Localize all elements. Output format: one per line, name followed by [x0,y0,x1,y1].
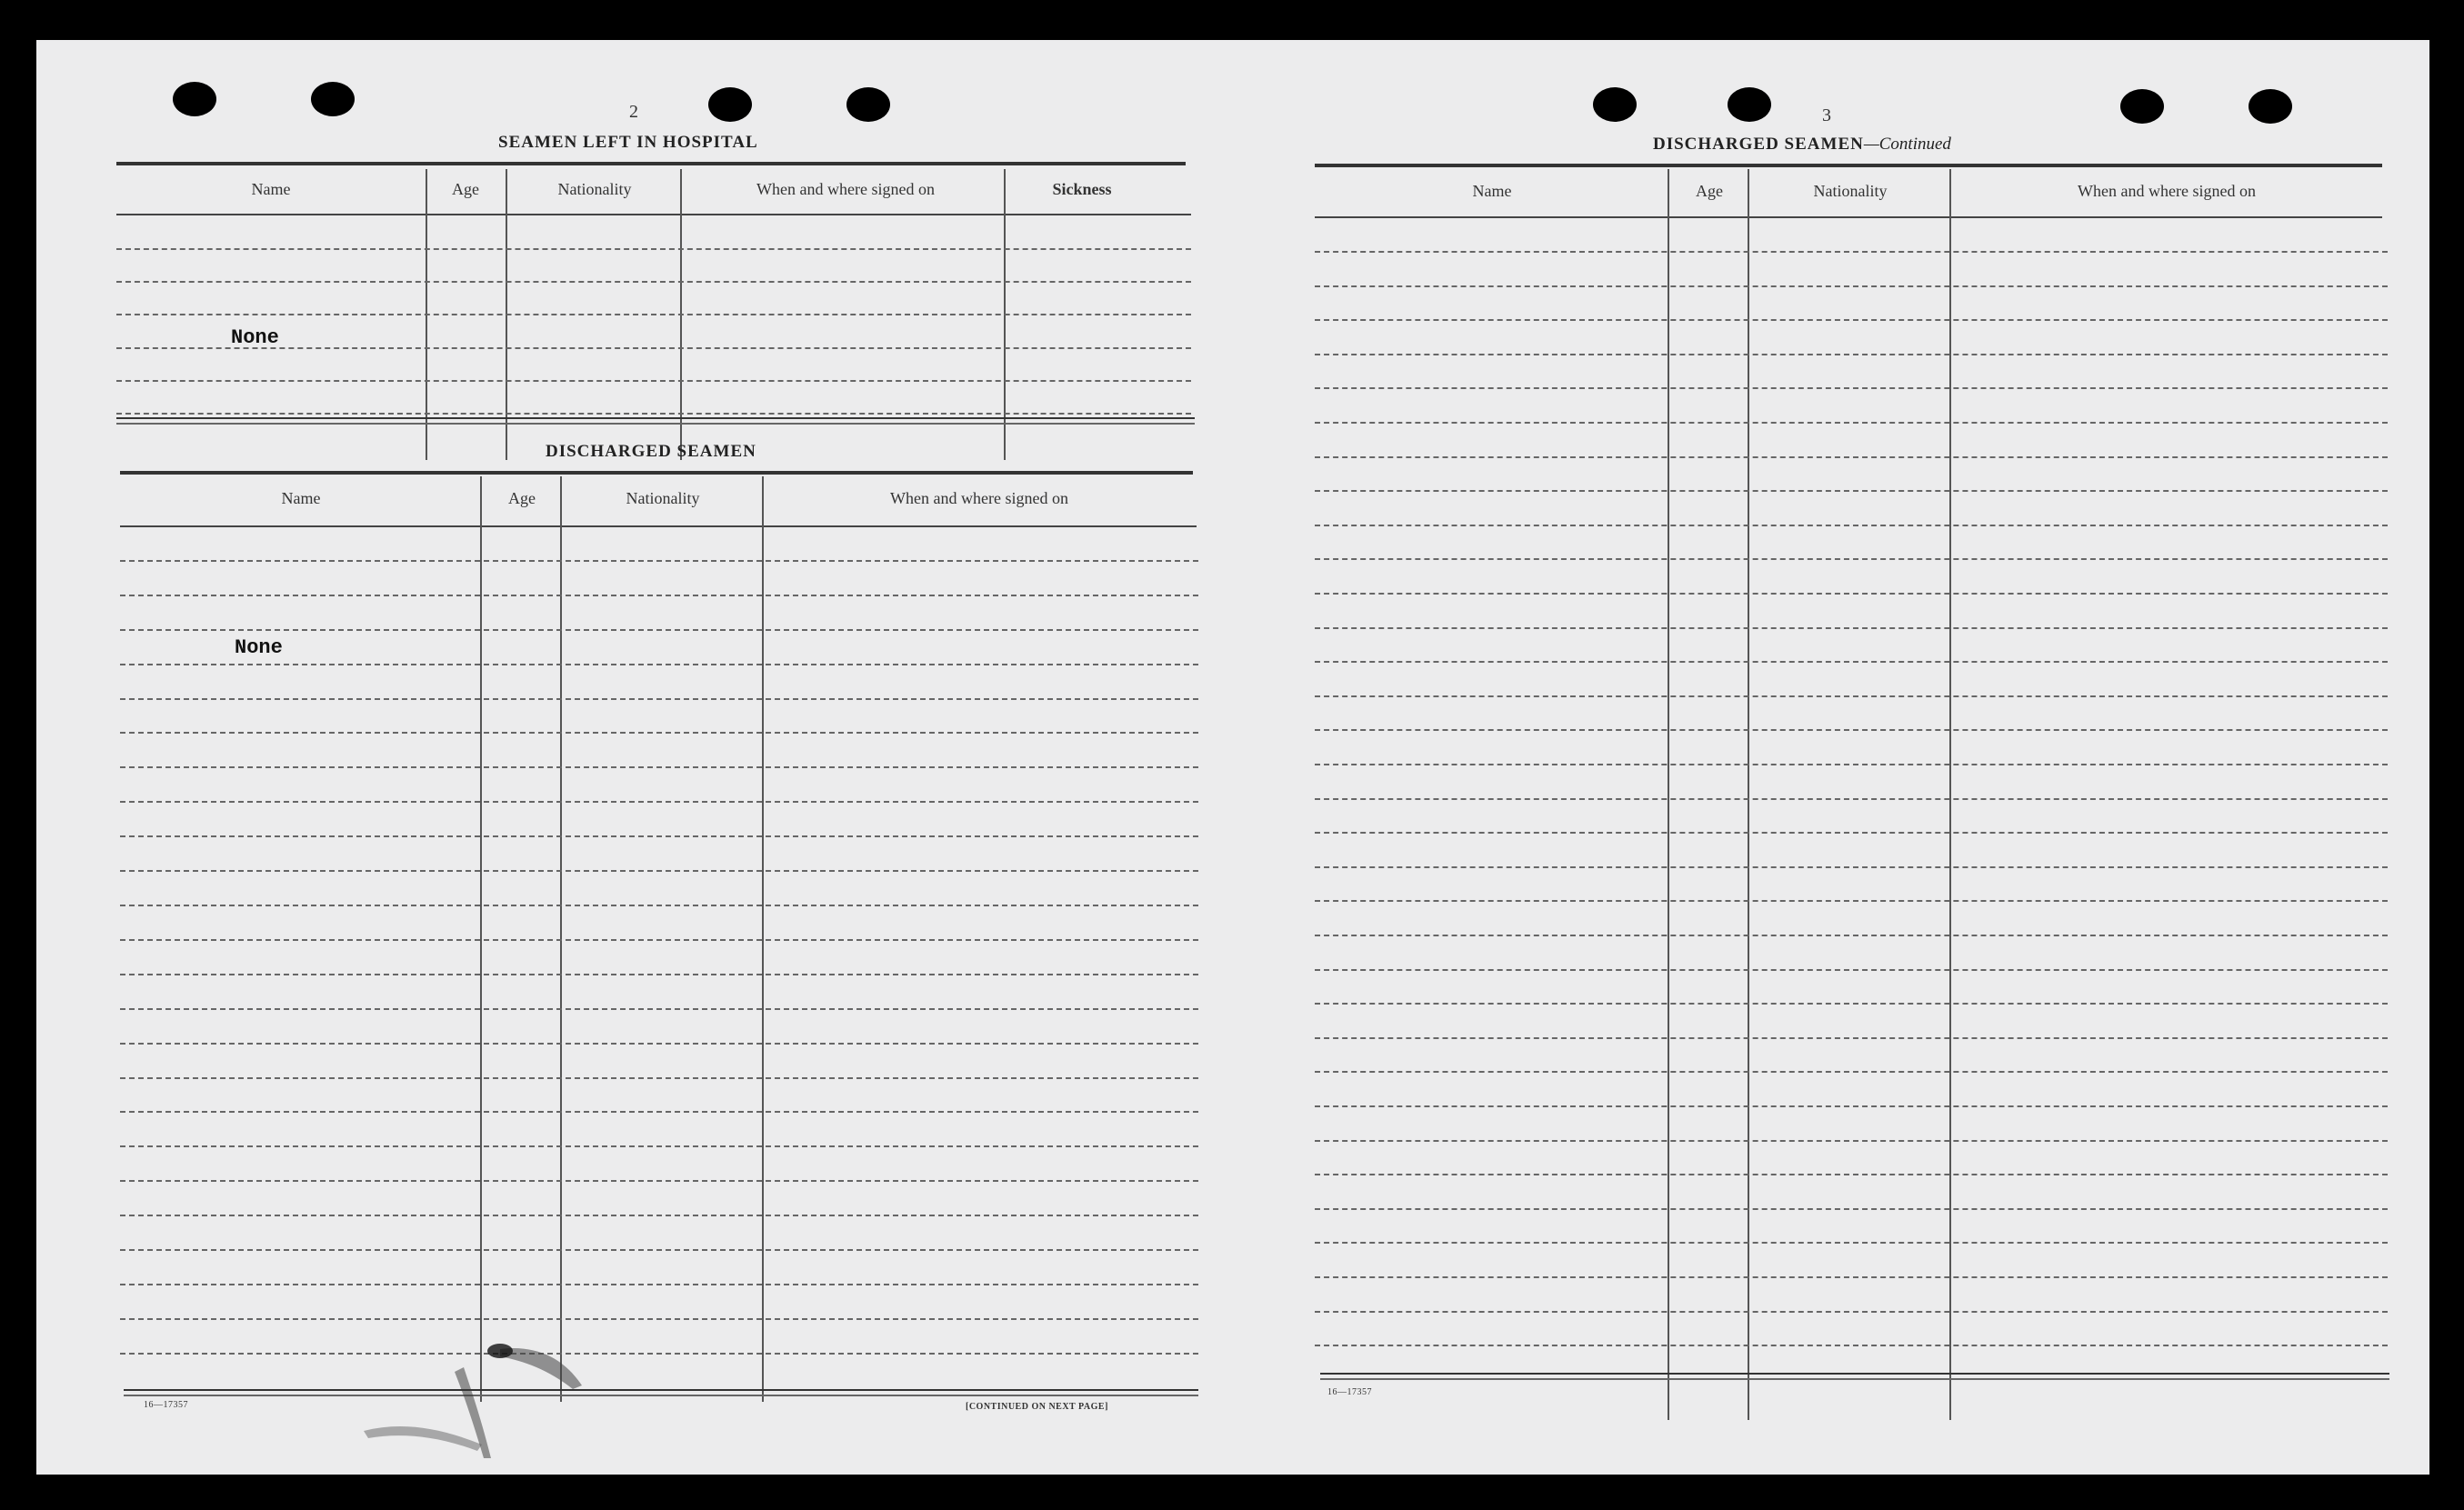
section-bottom-rule [116,417,1195,419]
ruled-line [1315,525,2388,526]
ruled-line [120,1077,1198,1079]
ruled-line [120,1043,1198,1045]
ruled-line [1315,354,2388,355]
section-bottom-rule [1320,1373,2389,1375]
ruled-line [1315,1037,2388,1039]
ruled-line [1315,558,2388,560]
col-header-name: Name [281,489,321,507]
right-title-main: DISCHARGED SEAMEN [1653,135,1864,154]
discharged-entry-name: None [235,636,283,659]
section-bottom-rule [1320,1378,2389,1380]
ruled-line [1315,798,2388,800]
ruled-line [116,281,1191,283]
ruled-line [120,1180,1198,1182]
ruled-line [1315,764,2388,765]
col-header-sickness: Sickness [1052,180,1112,198]
header-rule [1315,216,2382,218]
ruled-line [1315,695,2388,697]
continued-note: [CONTINUED ON NEXT PAGE] [966,1402,1108,1412]
section-bottom-rule [124,1389,1198,1391]
ruled-line [120,1353,1198,1355]
punch-hole [173,82,216,116]
ink-smudge [327,1331,600,1467]
page-number-right: 3 [1822,105,1831,125]
col-header-age: Age [508,489,536,507]
col-header-age: Age [1696,182,1723,200]
ruled-line [1315,1003,2388,1005]
ruled-line [1315,935,2388,936]
page-number-left: 2 [629,102,638,122]
section-rule [116,162,1186,165]
punch-hole [2249,89,2292,124]
ruled-line [116,314,1191,315]
ruled-line [1315,627,2388,629]
ruled-line [1315,490,2388,492]
ruled-line [116,413,1191,415]
ruled-line [120,1145,1198,1147]
section-bottom-rule [124,1395,1198,1396]
right-title-suffix: —Continued [1863,135,1951,154]
ruled-line [1315,866,2388,868]
col-header-nationality: Nationality [626,489,700,507]
col-header-signed-on: When and where signed on [2078,182,2256,200]
ruled-line [1315,387,2388,389]
ledger-sheet [36,40,2429,1475]
hospital-section-title: SEAMEN LEFT IN HOSPITAL [498,133,758,152]
form-number: 16—17357 [144,1400,188,1410]
section-rule [1315,164,2382,167]
ruled-line [1315,1276,2388,1278]
ruled-line [120,939,1198,941]
ruled-line [116,248,1191,250]
ruled-line [1315,900,2388,902]
ruled-line [1315,969,2388,971]
punch-hole [708,87,752,122]
ruled-line [120,1284,1198,1285]
col-header-age: Age [452,180,479,198]
ruled-line [120,766,1198,768]
right-section-title [1653,135,1951,155]
ruled-line [1315,1105,2388,1107]
header-rule [116,214,1191,215]
ruled-line [120,801,1198,803]
col-header-nationality: Nationality [1813,182,1888,200]
ruled-line [120,595,1198,596]
ruled-line [1315,1208,2388,1210]
punch-hole [846,87,890,122]
ruled-line [120,1215,1198,1216]
ruled-line [1315,593,2388,595]
ruled-line [1315,1071,2388,1073]
ruled-line [1315,661,2388,663]
ruled-line [1315,729,2388,731]
ruled-line [1315,1140,2388,1142]
ruled-line [120,905,1198,906]
punch-hole [1593,87,1637,122]
ruled-line [120,1318,1198,1320]
header-rule [120,525,1197,527]
ruled-line [120,835,1198,837]
ruled-line [120,698,1198,700]
hospital-entry-name: None [231,326,279,349]
ruled-line [1315,832,2388,834]
punch-hole [1728,87,1771,122]
section-bottom-rule [116,423,1195,425]
ruled-line [120,629,1198,631]
ruled-line [1315,456,2388,458]
ruled-line [120,1249,1198,1251]
ruled-line [116,380,1191,382]
column-divider [1949,169,1951,1420]
punch-hole [311,82,355,116]
ruled-line [1315,1242,2388,1244]
ruled-line [120,1008,1198,1010]
ruled-line [1315,1345,2388,1346]
col-header-name: Name [251,180,291,198]
section-rule [120,471,1193,475]
ruled-line [1315,1311,2388,1313]
ruled-line [120,560,1198,562]
ruled-line [1315,422,2388,424]
ruled-line [1315,319,2388,321]
col-header-nationality: Nationality [557,180,632,198]
ruled-line [120,664,1198,665]
ruled-line [1315,285,2388,287]
col-header-signed-on: When and where signed on [756,180,935,198]
ruled-line [1315,1174,2388,1175]
col-header-name: Name [1472,182,1512,200]
column-divider [1748,169,1749,1420]
discharged-section-title: DISCHARGED SEAMEN [546,442,756,461]
column-divider [1668,169,1669,1420]
ruled-line [1315,251,2388,253]
ruled-line [120,870,1198,872]
form-number: 16—17357 [1327,1387,1372,1397]
ruled-line [120,732,1198,734]
ruled-line [120,974,1198,975]
punch-hole [2120,89,2164,124]
ruled-line [120,1111,1198,1113]
col-header-signed-on: When and where signed on [890,489,1068,507]
